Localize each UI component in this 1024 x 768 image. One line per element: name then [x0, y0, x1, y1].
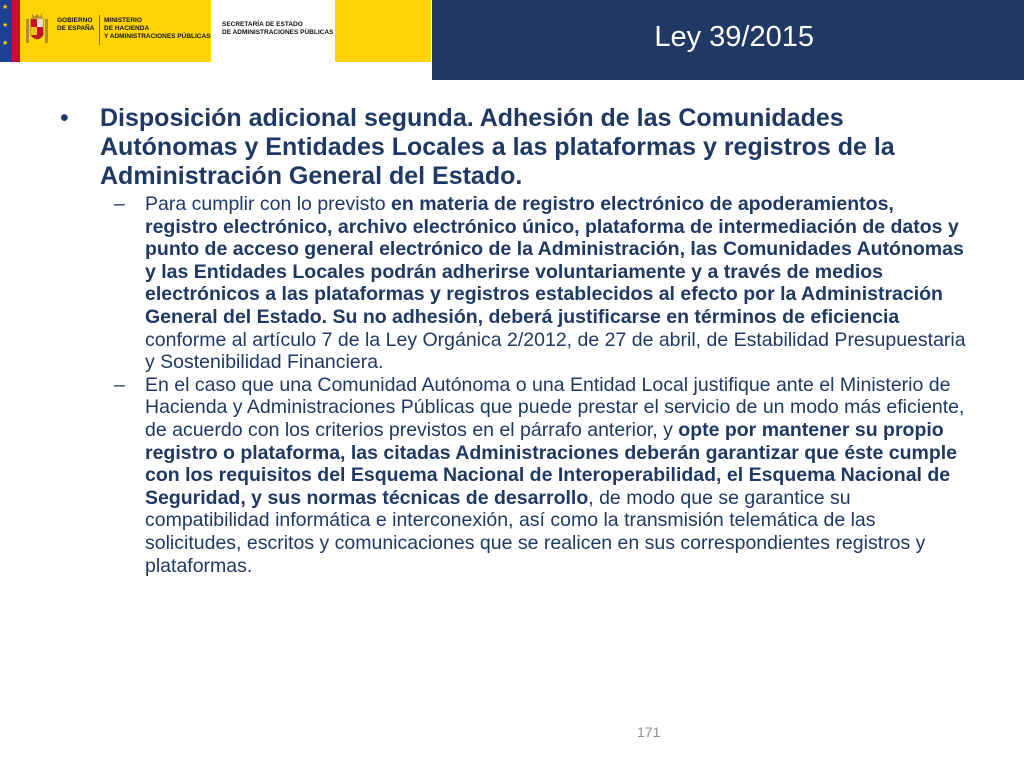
header-yellow-band — [335, 0, 431, 62]
sub-text-segment: conforme al artículo 7 de la Ley Orgánica 2/2012, de 27 de abril, de Estabilidad Presupuestaria y Sostenibilidad Financiera. — [145, 328, 966, 374]
main-bullet — [56, 104, 971, 191]
sub-text-segment: En el caso que una Comunidad Autónoma o una Entidad Local justifique ante el Ministerio de Hacienda y Administraciones Públicas que puede prestar el servicio de un modo más eficiente, de acuerdo con los criterios previstos en el párrafo anterior, y — [145, 373, 965, 441]
bullet-marker: • — [60, 104, 69, 132]
gobierno-label: GOBIERNO DE ESPAÑA — [57, 17, 95, 32]
secretaria-label: SECRETARÍA DE ESTADO DE ADMINISTRACIONES PÚBLICAS — [222, 21, 334, 36]
sub-bullet-item — [114, 193, 971, 374]
dash-marker: – — [114, 373, 125, 396]
ministerio-label: MINISTERIO DE HACIENDA Y ADMINISTRACIONES PÚBLICAS — [104, 17, 211, 40]
main-bullet-text: Disposición adicional segunda. Adhesión de las Comunidades Autónomas y Entidades Locales a las plataformas y registros de la Administración General del Estado. — [100, 104, 895, 190]
spain-flag-stripe — [12, 0, 20, 62]
logo-divider — [99, 15, 100, 45]
slide-body — [56, 104, 971, 577]
spain-coat-of-arms-icon — [24, 9, 50, 49]
sub-text-segment: Para cumplir con lo previsto — [145, 193, 392, 215]
title-bar — [432, 0, 1024, 80]
sub-bullet-list — [56, 193, 971, 577]
dash-marker: – — [114, 193, 125, 215]
eu-flag-icon: ★ ★ ★ — [0, 0, 12, 62]
sub-text-bold-segment: opte por mantener su propio registro o plataforma, las citadas Administraciones deberán garantizar que éste cumple con los requisitos del Esquema Nacional de Interoperabilidad, el Esquema Nacional de Seguridad, y sus normas técnicas de desarrollo — [145, 418, 958, 509]
sub-text-bold-segment: en materia de registro electrónico de apoderamientos, registro electrónico, archivo electrónico único, plataforma de intermediación de datos y punto de acceso general electrónico de la Administración, las Comunidades Autónomas y las Entidades Locales podrán adherirse voluntariamente y a través de medios electrónicos a las plataformas y registros establecidos al efecto por la Administración General del Estado. Su no adhesión, deberá justificarse en términos de eficiencia — [145, 193, 964, 328]
sub-bullet-item — [114, 373, 971, 577]
sub-text-segment: , de modo que se garantice su compatibilidad informática e interconexión, así como la transmisión telemática de las solicitudes, escritos y comunicaciones que se realicen en sus correspondientes registros y plataformas. — [145, 486, 926, 577]
slide-header — [0, 0, 1024, 80]
page-number: 171 — [637, 724, 661, 740]
slide-title: Ley 39/2015 — [654, 21, 814, 53]
